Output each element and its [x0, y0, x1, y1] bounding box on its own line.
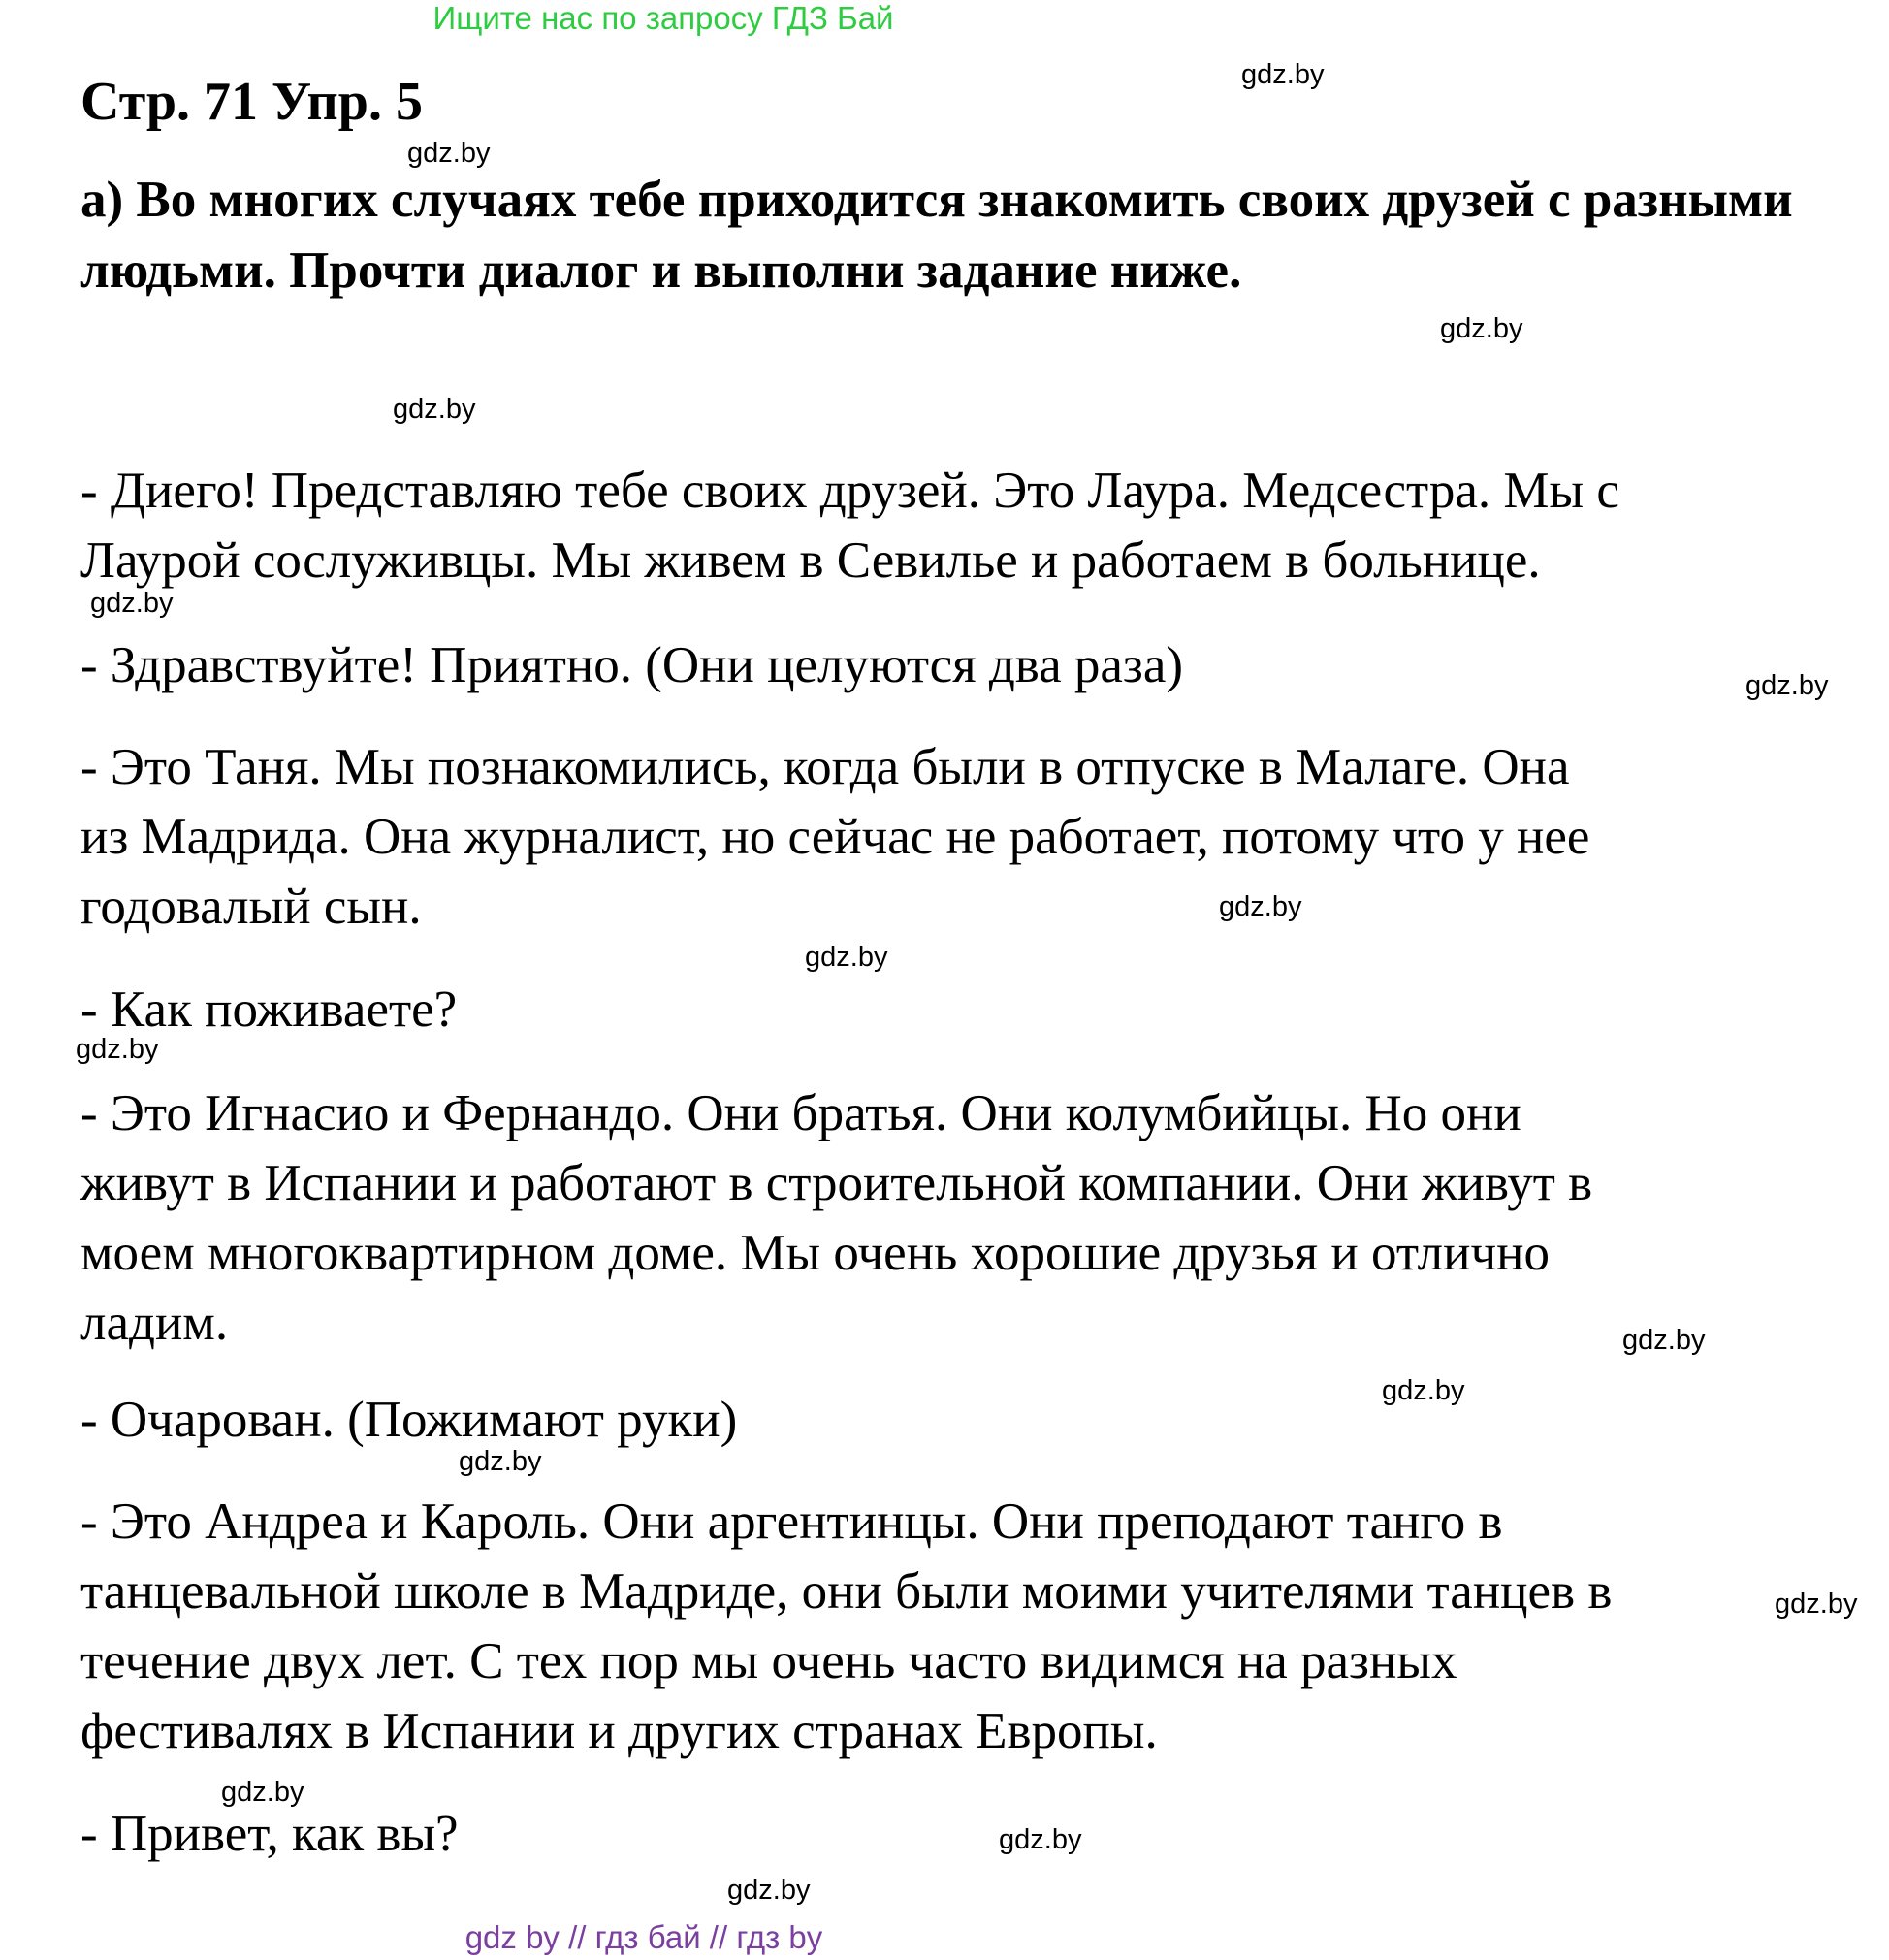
dialogue-line: - Очарован. (Пожимают руки): [80, 1392, 738, 1448]
footer-links: gdz by // гдз бай // гдз by: [464, 1919, 823, 1955]
dialogue-line: течение двух лет. С тех пор мы очень часто видимся на разных: [80, 1633, 1457, 1689]
task-instruction: а) Во многих случаях тебе приходится знакомить своих друзей с разными людьми. Прочти диалог и выполни задание ниже.: [80, 172, 1793, 299]
watermark: gdz.by: [1775, 1589, 1858, 1620]
watermark: gdz.by: [407, 138, 491, 169]
dialogue-line: моем многоквартирном доме. Мы очень хорошие друзья и отлично: [80, 1225, 1551, 1281]
dialogue-line: Лаурой сослуживцы. Мы живем в Севилье и работаем в больнице.: [80, 532, 1541, 589]
watermark: gdz.by: [393, 394, 476, 425]
dialogue-line: - Привет, как вы?: [80, 1806, 459, 1862]
dialogue-line: - Это Игнасио и Фернандо. Они братья. Они колумбийцы. Но они: [80, 1085, 1521, 1141]
watermark: gdz.by: [90, 588, 174, 619]
dialogue-line: танцевальной школе в Мадриде, они были моими учителями танцев в: [80, 1563, 1613, 1620]
dialogue-line: ладим.: [80, 1295, 229, 1351]
dialogue-line: - Здравствуйте! Приятно. (Они целуются два раза): [80, 637, 1184, 693]
watermark: gdz.by: [221, 1777, 304, 1808]
dialogue-line: из Мадрида. Она журналист, но сейчас не работает, потому что у нее: [80, 809, 1590, 865]
search-banner: Ищите нас по запросу ГДЗ Бай: [432, 0, 894, 36]
watermark: gdz.by: [1241, 59, 1325, 90]
dialogue-line: фестивалях в Испании и других странах Европы.: [80, 1703, 1158, 1759]
dialogue-line: живут в Испании и работают в строительной компании. Они живут в: [80, 1155, 1593, 1211]
watermark: gdz.by: [1745, 670, 1829, 701]
watermark: gdz.by: [459, 1446, 542, 1477]
watermark: gdz.by: [76, 1034, 159, 1065]
dialogue-line: - Это Андреа и Кароль. Они аргентинцы. Они преподают танго в: [80, 1494, 1503, 1550]
watermark: gdz.by: [727, 1875, 811, 1906]
dialogue-line: - Это Таня. Мы познакомились, когда были в отпуске в Малаге. Она: [80, 739, 1570, 795]
watermark: gdz.by: [1219, 891, 1302, 922]
dialogue-line: - Как поживаете?: [80, 981, 458, 1038]
dialogue-line: - Диего! Представляю тебе своих друзей. Это Лаура. Медсестра. Мы с: [80, 463, 1619, 519]
dialogue-line: годовалый сын.: [80, 879, 422, 935]
watermark: gdz.by: [1382, 1375, 1465, 1406]
watermark: gdz.by: [999, 1824, 1082, 1855]
watermark: gdz.by: [1622, 1325, 1706, 1356]
watermark: gdz.by: [1440, 313, 1523, 344]
watermark: gdz.by: [805, 942, 888, 973]
page-title: Стр. 71 Упр. 5: [80, 72, 423, 132]
